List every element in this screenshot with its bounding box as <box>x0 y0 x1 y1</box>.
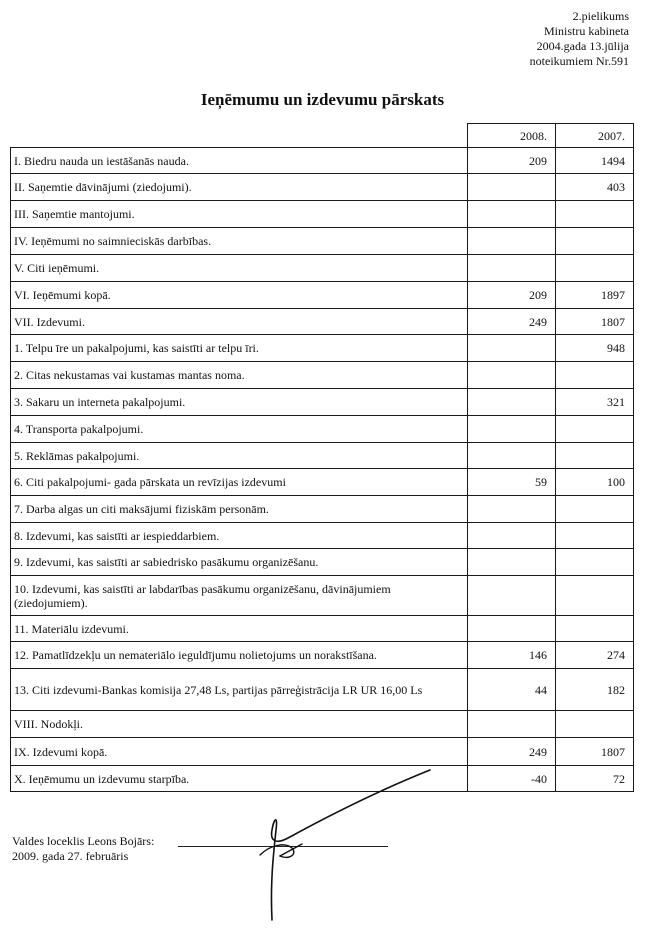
value-2007 <box>556 443 634 469</box>
value-2007: 100 <box>556 469 634 496</box>
row-label: 9. Izdevumi, kas saistīti ar sabiedrisko pasākumu organizēšanu. <box>11 549 468 576</box>
row-label: IV. Ieņēmumi no saimnieciskās darbības. <box>11 228 468 255</box>
header-blank-cell <box>11 124 468 148</box>
value-2007 <box>556 201 634 228</box>
row-label: II. Saņemtie dāvinājumi (ziedojumi). <box>11 174 468 201</box>
row-label: VIII. Nodokļi. <box>11 711 468 738</box>
document-header <box>530 9 629 69</box>
year-header-2008: 2008. <box>468 124 556 148</box>
value-2008: -40 <box>468 766 556 792</box>
table-row <box>11 642 634 669</box>
table-row <box>11 669 634 711</box>
row-label: 11. Materiālu izdevumi. <box>11 616 468 642</box>
value-2007 <box>556 228 634 255</box>
row-label: VI. Ieņēmumi kopā. <box>11 282 468 309</box>
table-row <box>11 148 634 174</box>
value-2008 <box>468 523 556 549</box>
value-2007 <box>556 576 634 616</box>
value-2008 <box>468 711 556 738</box>
value-2007: 1807 <box>556 738 634 766</box>
table-row <box>11 174 634 201</box>
value-2008: 249 <box>468 738 556 766</box>
value-2008 <box>468 549 556 576</box>
value-2008 <box>468 389 556 416</box>
value-2008: 249 <box>468 309 556 335</box>
value-2008 <box>468 228 556 255</box>
signatory-label: Valdes loceklis Leons Bojārs: <box>12 834 155 848</box>
row-label: 10. Izdevumi, kas saistīti ar labdarības pasākumu organizēšanu, dāvinājumiem (ziedojumiem). <box>11 576 468 616</box>
value-2008: 209 <box>468 148 556 174</box>
value-2008 <box>468 201 556 228</box>
value-2008 <box>468 255 556 282</box>
row-label: 12. Pamatlīdzekļu un nemateriālo ieguldījumu nolietojums un norakstīšana. <box>11 642 468 669</box>
table-row <box>11 616 634 642</box>
value-2007 <box>556 496 634 523</box>
value-2008 <box>468 443 556 469</box>
header-line-date: 2004.gada 13.jūlija <box>536 39 629 53</box>
value-2008: 209 <box>468 282 556 309</box>
income-expense-table <box>10 123 634 792</box>
value-2007 <box>556 523 634 549</box>
value-2007: 1807 <box>556 309 634 335</box>
row-label: V. Citi ieņēmumi. <box>11 255 468 282</box>
row-label: 3. Sakaru un interneta pakalpojumi. <box>11 389 468 416</box>
table-row <box>11 416 634 443</box>
row-label: 13. Citi izdevumi-Bankas komisija 27,48 Ls, partijas pārreģistrācija LR UR 16,00 Ls <box>11 669 468 711</box>
value-2008 <box>468 576 556 616</box>
value-2008 <box>468 416 556 443</box>
value-2008 <box>468 362 556 389</box>
row-label: 1. Telpu īre un pakalpojumi, kas saistīti ar telpu īri. <box>11 335 468 362</box>
table-row <box>11 443 634 469</box>
value-2007: 274 <box>556 642 634 669</box>
table-row <box>11 711 634 738</box>
row-label: VII. Izdevumi. <box>11 309 468 335</box>
handwritten-signature <box>230 760 450 930</box>
header-line-regulation: noteikumiem Nr.591 <box>529 54 629 68</box>
value-2007: 72 <box>556 766 634 792</box>
value-2008 <box>468 616 556 642</box>
table-row <box>11 282 634 309</box>
row-label: 4. Transporta pakalpojumi. <box>11 416 468 443</box>
value-2007 <box>556 362 634 389</box>
value-2007: 1494 <box>556 148 634 174</box>
row-label: 5. Reklāmas pakalpojumi. <box>11 443 468 469</box>
value-2008 <box>468 335 556 362</box>
row-label: IX. Izdevumi kopā. <box>11 738 468 766</box>
value-2008: 44 <box>468 669 556 711</box>
value-2008: 146 <box>468 642 556 669</box>
signature-date: 2009. gada 27. februāris <box>12 849 129 863</box>
table-row <box>11 362 634 389</box>
value-2008 <box>468 496 556 523</box>
header-line-annex: 2.pielikums <box>572 9 629 23</box>
value-2007: 182 <box>556 669 634 711</box>
table-row <box>11 309 634 335</box>
table-row <box>11 549 634 576</box>
table-row <box>11 255 634 282</box>
value-2007: 321 <box>556 389 634 416</box>
row-label: III. Saņemtie mantojumi. <box>11 201 468 228</box>
value-2007: 948 <box>556 335 634 362</box>
value-2007 <box>556 616 634 642</box>
value-2007 <box>556 255 634 282</box>
table-header-row <box>11 124 634 148</box>
value-2007 <box>556 711 634 738</box>
value-2007: 403 <box>556 174 634 201</box>
year-header-2007: 2007. <box>556 124 634 148</box>
row-label: 2. Citas nekustamas vai kustamas mantas noma. <box>11 362 468 389</box>
value-2008 <box>468 174 556 201</box>
table-row <box>11 201 634 228</box>
header-line-cabinet: Ministru kabineta <box>544 24 629 38</box>
value-2007: 1897 <box>556 282 634 309</box>
row-label: 8. Izdevumi, kas saistīti ar iespieddarbiem. <box>11 523 468 549</box>
table-row <box>11 335 634 362</box>
value-2007 <box>556 416 634 443</box>
table-row <box>11 389 634 416</box>
page-title: Ieņēmumu un izdevumu pārskats <box>200 90 445 109</box>
row-label: 7. Darba algas un citi maksājumi fiziskām personām. <box>11 496 468 523</box>
row-label: X. Ieņēmumu un izdevumu starpība. <box>11 766 468 792</box>
value-2008: 59 <box>468 469 556 496</box>
table-row <box>11 576 634 616</box>
table-row <box>11 469 634 496</box>
table-row <box>11 496 634 523</box>
table-row <box>11 228 634 255</box>
row-label: I. Biedru nauda un iestāšanās nauda. <box>11 148 468 174</box>
table-row <box>11 523 634 549</box>
row-label: 6. Citi pakalpojumi- gada pārskata un revīzijas izdevumi <box>11 469 468 496</box>
value-2007 <box>556 549 634 576</box>
